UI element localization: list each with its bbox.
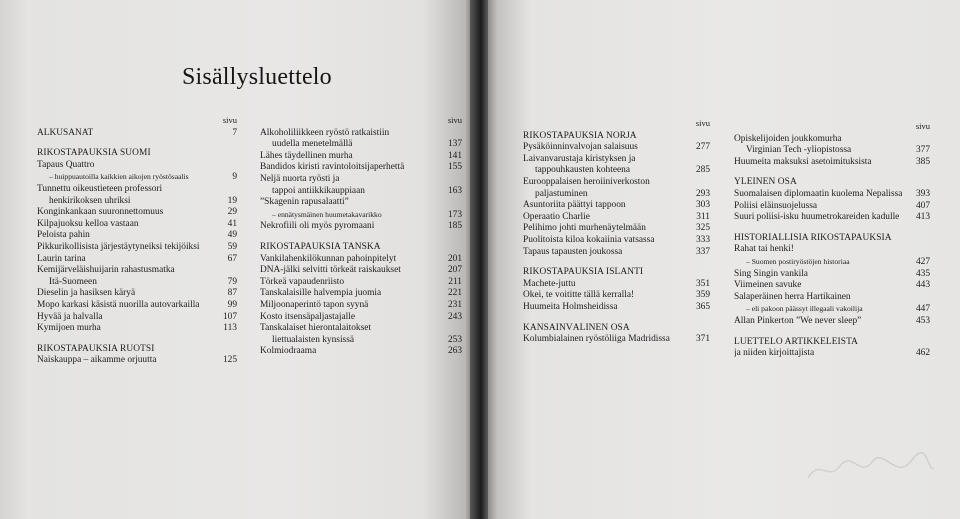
toc-page-number: 99	[227, 299, 237, 310]
toc-entry-title: RIKOSTAPAUKSIA RUOTSI	[37, 343, 155, 354]
show-through-signature	[800, 448, 940, 490]
toc-entry-title: ALKUSANAT	[37, 127, 94, 138]
toc-entry	[734, 256, 930, 269]
toc-entry-title: Pelihimo johti murhenäytelmään	[523, 223, 646, 234]
toc-entry-title: Viimeinen savuke	[734, 280, 802, 291]
toc-entry-title: Konginkankaan suuronnettomuus	[37, 207, 164, 218]
toc-entry	[523, 290, 710, 302]
toc-page-number: 173	[447, 209, 462, 220]
toc-page-number: 221	[447, 288, 462, 299]
toc-entry-title: Vankilahenkilökunnan pahoinpitelyt	[260, 253, 397, 264]
toc-entry-title: Alkoholiliikkeen ryöstö ratkaistiin	[260, 127, 390, 138]
toc-page-number: 385	[915, 156, 930, 167]
toc-entry	[260, 221, 462, 233]
toc-entry-title: Tapaus Quattro	[37, 159, 95, 170]
toc-entry	[734, 134, 930, 146]
toc-entry-title: Itä-Suomeen	[49, 276, 97, 287]
toc-page-number: 207	[447, 265, 462, 276]
toc-entry-title: Suomalaisen diplomaatin kuolema Nepalissa	[734, 188, 903, 199]
toc-page-number: 427	[915, 256, 930, 267]
toc-entry-title: henkirikoksen uhriksi	[49, 195, 131, 206]
toc-entry-title: Kosto itsensäpaljastajalle	[260, 311, 356, 322]
toc-entry-title: tappouhkausten kohteena	[535, 165, 631, 176]
toc-section-heading	[37, 344, 237, 356]
toc-page-number: 113	[223, 323, 237, 334]
toc-entry-title: DNA-jälki selvitti törkeät raiskaukset	[260, 265, 401, 276]
toc-entry	[734, 292, 930, 304]
toc-page-number: 9	[232, 172, 237, 183]
toc-entry-title: Machete-juttu	[523, 278, 576, 289]
toc-page-number: 7	[232, 127, 237, 138]
toc-entry	[260, 254, 462, 266]
toc-entry	[523, 212, 710, 224]
toc-entry	[734, 189, 930, 201]
toc-page-number: 311	[696, 211, 710, 222]
toc-page-number: 407	[915, 200, 930, 211]
toc-entry-title: Pikkurikollisista järjestäytyneiksi tekijöiksi	[37, 241, 200, 252]
toc-entry	[734, 145, 930, 157]
toc-entry	[260, 300, 462, 312]
book-gutter	[470, 0, 488, 519]
toc-entry-title: Rahat tai henki!	[734, 244, 794, 255]
toc-entry-title: – Suomen postiryöstöjen historiaa	[746, 256, 850, 266]
toc-page-number: 243	[447, 311, 462, 322]
toc-entry-title: Neljä nuorta ryösti ja	[260, 173, 340, 184]
toc-page-number: 79	[227, 276, 237, 287]
toc-entry-title: Salaperäinen herra Hartikainen	[734, 291, 851, 302]
toc-entry-title: RIKOSTAPAUKSIA TANSKA	[260, 241, 381, 252]
toc-entry	[37, 277, 237, 289]
toc-entry-title: Okei, te voititte tällä kerralla!	[523, 290, 635, 301]
toc-entry	[37, 254, 237, 266]
toc-column-4	[734, 121, 930, 360]
toc-entry	[260, 197, 462, 209]
toc-entry-title: Dieselin ja hasiksen käryä	[37, 288, 136, 299]
toc-page-number: 453	[915, 315, 930, 326]
toc-entry	[260, 277, 462, 289]
toc-page-number: 413	[915, 212, 930, 223]
toc-entry	[260, 288, 462, 300]
toc-entry-title: Pysäköinninvalvojan salaisuus	[523, 142, 638, 153]
toc-entry-title: Operaatio Charlie	[523, 211, 590, 222]
toc-page-number: 377	[915, 145, 930, 156]
toc-entry-title: – huippuautoilla kaikkien aikojen ryöstösaalis	[49, 172, 189, 182]
toc-entry-title: Eurooppalaisen heroiiniverkoston	[523, 176, 650, 187]
toc-page-number: 371	[695, 334, 710, 345]
toc-entry	[260, 128, 462, 140]
toc-entry	[734, 316, 930, 328]
toc-entry	[260, 162, 462, 174]
toc-page-number: 443	[915, 280, 930, 291]
page-title: Sisällysluettelo	[182, 64, 332, 90]
toc-entry-title: Lähes täydellinen murha	[260, 150, 353, 161]
toc-page-number: 141	[447, 150, 462, 161]
toc-section-heading	[260, 242, 462, 254]
toc-entry	[260, 323, 462, 335]
toc-column-2	[260, 115, 462, 358]
toc-entry	[734, 269, 930, 281]
toc-page-number: 293	[695, 188, 710, 199]
toc-page-number: 125	[222, 355, 237, 366]
toc-page-number: 163	[447, 185, 462, 196]
toc-entry-title: tappoi antiikkikauppiaan	[272, 185, 365, 196]
toc-entry	[734, 303, 930, 316]
toc-entry	[523, 200, 710, 212]
toc-section-heading	[734, 233, 930, 245]
toc-entry	[523, 235, 710, 247]
toc-entry	[37, 184, 237, 196]
toc-entry	[260, 265, 462, 277]
toc-entry-title: Kolumbialainen ryöstöliiga Madridissa	[523, 334, 670, 345]
toc-page-number: 435	[915, 268, 930, 279]
toc-page-number: 231	[447, 299, 462, 310]
toc-page-number: 447	[915, 304, 930, 315]
toc-entry	[523, 189, 710, 201]
toc-entry	[260, 174, 462, 186]
toc-entry	[523, 154, 710, 166]
toc-entry	[37, 300, 237, 312]
toc-entry-title: RIKOSTAPAUKSIA NORJA	[523, 130, 637, 141]
toc-page-number: 333	[695, 234, 710, 245]
toc-page-number: 365	[695, 301, 710, 312]
toc-page-number: 185	[447, 221, 462, 232]
toc-page-number: 87	[227, 288, 237, 299]
toc-entry-title: Peloista pahin	[37, 230, 90, 241]
toc-entry	[37, 265, 237, 277]
sivu-label: sivu	[222, 115, 237, 125]
toc-entry	[523, 223, 710, 235]
toc-entry	[260, 312, 462, 324]
toc-entry-title: Virginian Tech -yliopistossa	[746, 145, 852, 156]
toc-entry	[523, 334, 710, 346]
toc-page-number: 59	[227, 241, 237, 252]
toc-entry	[523, 279, 710, 291]
toc-entry-title: YLEINEN OSA	[734, 177, 797, 188]
toc-section-heading	[37, 148, 237, 160]
toc-entry	[37, 160, 237, 172]
toc-entry-title: liettualaisten kynsissä	[272, 334, 355, 345]
toc-entry-title: – ennätysmäinen huumetakavarikko	[272, 209, 382, 219]
toc-entry-title: Kemijärveläishuijarin rahastusmatka	[37, 265, 175, 276]
toc-entry-title: Kolmiodraama	[260, 346, 317, 357]
toc-entry	[37, 128, 237, 140]
toc-page-number: 462	[915, 348, 930, 359]
toc-page-number: 67	[227, 253, 237, 264]
toc-page-number: 325	[695, 223, 710, 234]
toc-entry	[37, 196, 237, 208]
toc-entry-title: Hyvää ja halvalla	[37, 311, 103, 322]
toc-entry-title: Tanskalaisille halvempia juomia	[260, 288, 382, 299]
toc-entry	[260, 335, 462, 347]
toc-entry-title: Naiskauppa – aikamme orjuutta	[37, 355, 157, 366]
toc-page-number: 263	[447, 346, 462, 357]
toc-entry	[37, 323, 237, 335]
toc-entry-title: Opiskelijoiden joukkomurha	[734, 133, 842, 144]
toc-column-3	[523, 118, 710, 346]
toc-entry-title: Allan Pinkerton ”We never sleep”	[734, 315, 862, 326]
toc-page-number: 107	[222, 311, 237, 322]
toc-entry-title: Mopo karkasi käsistä nuorilla autovarkailla	[37, 299, 200, 310]
toc-entry	[260, 209, 462, 222]
toc-page-number: 285	[695, 165, 710, 176]
toc-entry-title: Sing Singin vankila	[734, 268, 808, 279]
toc-page-number: 351	[695, 278, 710, 289]
toc-page-number: 137	[447, 139, 462, 150]
toc-entry	[523, 247, 710, 259]
toc-page-number: 277	[695, 142, 710, 153]
toc-entry-title: Kymijoen murha	[37, 323, 101, 334]
toc-column-1	[37, 115, 237, 367]
sivu-label: sivu	[695, 118, 710, 128]
toc-entry	[37, 219, 237, 231]
toc-section-heading	[734, 177, 930, 189]
toc-page-number: 41	[227, 218, 237, 229]
toc-page-number: 201	[447, 253, 462, 264]
toc-entry	[260, 151, 462, 163]
toc-section-heading	[734, 337, 930, 349]
toc-entry	[523, 142, 710, 154]
toc-entry	[260, 139, 462, 151]
toc-entry	[734, 201, 930, 213]
toc-entry-title: Bandidos kiristi ravintoloitsijaperhettä	[260, 162, 405, 173]
toc-entry	[523, 302, 710, 314]
toc-entry	[734, 348, 930, 360]
toc-entry-title: Laivanvarustaja kiristyksen ja	[523, 153, 636, 164]
toc-page-number: 359	[695, 290, 710, 301]
toc-page-number: 211	[448, 276, 462, 287]
toc-entry-title: Kilpajuoksu kelloa vastaan	[37, 218, 139, 229]
toc-entry	[37, 171, 237, 184]
toc-entry	[734, 244, 930, 256]
toc-entry	[523, 165, 710, 177]
toc-entry-title: – eli pakoon päässyt illegaali vakoilija	[746, 304, 863, 314]
toc-entry-title: Törkeä vapaudenriisto	[260, 276, 345, 287]
left-page	[0, 0, 470, 519]
toc-entry	[37, 242, 237, 254]
toc-entry-title: ja niiden kirjoittajista	[734, 348, 815, 359]
toc-entry	[260, 186, 462, 198]
toc-page-number: 19	[227, 195, 237, 206]
toc-entry-title: RIKOSTAPAUKSIA ISLANTI	[523, 267, 644, 278]
toc-entry-title: Suuri poliisi-isku huumetrokareiden kadulle	[734, 212, 900, 223]
toc-entry-title: Miljoonaperintö tapon syynä	[260, 299, 369, 310]
toc-entry	[734, 157, 930, 169]
toc-entry	[734, 212, 930, 224]
toc-entry-title: Huumeita Holmsheidissa	[523, 301, 618, 312]
toc-page-number: 29	[227, 207, 237, 218]
toc-entry-title: Poliisi eläinsuojelussa	[734, 200, 818, 211]
toc-entry	[37, 230, 237, 242]
toc-entry-title: LUETTELO ARTIKKELEISTA	[734, 336, 859, 347]
toc-entry	[734, 280, 930, 292]
toc-entry-title: uudella menetelmällä	[272, 139, 353, 150]
toc-entry-title: Tanskalaiset hierontalaitokset	[260, 323, 372, 334]
toc-entry-title: HISTORIALLISIA RIKOSTAPAUKSIA	[734, 232, 892, 243]
toc-page-number: 393	[915, 188, 930, 199]
toc-entry	[37, 312, 237, 324]
toc-entry-title: Tunnettu oikeustieteen professori	[37, 183, 163, 194]
toc-section-heading	[523, 323, 710, 335]
toc-entry-title: KANSAINVÄLINEN OSA	[523, 322, 630, 333]
toc-entry-title: paljastuminen	[535, 188, 588, 199]
toc-entry-title: Tapaus tapausten joukossa	[523, 246, 623, 257]
toc-entry-title: Nekrofiili oli myös pyromaani	[260, 221, 375, 232]
right-page	[488, 0, 960, 519]
toc-entry-title: ”Skagenin rapusalaatti”	[260, 197, 349, 208]
toc-entry	[37, 288, 237, 300]
toc-entry	[523, 177, 710, 189]
sivu-label: sivu	[915, 121, 930, 131]
toc-page-number: 155	[447, 162, 462, 173]
toc-entry-title: Asuntoriita päättyi tappoon	[523, 200, 626, 211]
toc-section-heading	[523, 267, 710, 279]
toc-section-heading	[523, 131, 710, 143]
toc-entry	[260, 346, 462, 358]
toc-entry-title: Puolitoista kiloa kokaiinia vatsassa	[523, 234, 655, 245]
toc-entry-title: RIKOSTAPAUKSIA SUOMI	[37, 148, 151, 159]
toc-page-number: 337	[695, 246, 710, 257]
toc-entry-title: Huumeita maksuksi asetoimituksista	[734, 156, 872, 167]
toc-page-number: 49	[227, 230, 237, 241]
toc-page-number: 303	[695, 200, 710, 211]
sivu-label: sivu	[447, 115, 462, 125]
toc-entry	[37, 207, 237, 219]
toc-entry-title: Laurin tarina	[37, 253, 86, 264]
show-through-text	[118, 66, 124, 89]
toc-page-number: 253	[447, 334, 462, 345]
toc-entry	[37, 355, 237, 367]
